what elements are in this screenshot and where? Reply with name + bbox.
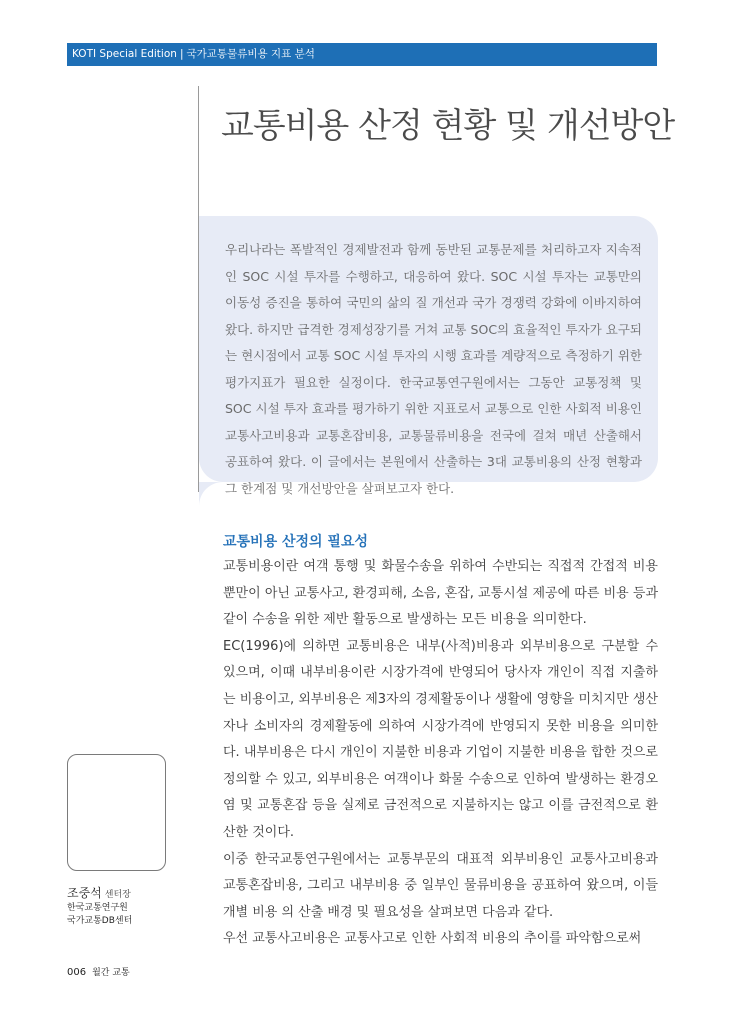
body-paragraph: 우선 교통사고비용은 교통사고로 인한 사회적 비용의 추이를 파악함으로써 xyxy=(223,931,642,947)
body-paragraph: 교통비용이란 여객 통행 및 화물수송을 위하여 수반되는 직접적 간접적 비용뿐만이 아닌 교통사고, 환경피해, 소음, 혼잡, 교통시설 제공에 따른 비용 등과 같이 수송을 위한 제반 활동으로 발생하는 모든 비용을 의미한다. xyxy=(223,559,658,628)
author-name-line xyxy=(67,884,131,901)
author-photo-frame xyxy=(67,754,166,871)
publication-name: 월간 교통 xyxy=(92,968,130,978)
section-header-band xyxy=(67,43,657,66)
author-org-line: 국가교통DB센터 xyxy=(67,916,133,926)
author-affiliation xyxy=(67,902,132,928)
article-body xyxy=(223,554,658,953)
author-org-line: 한국교통연구원 xyxy=(67,903,128,913)
author-name: 조중석 xyxy=(67,886,102,900)
body-paragraph: 이중 한국교통연구원에서는 교통부문의 대표적 외부비용인 교통사고비용과 교통혼잡비용, 그리고 내부비용 중 일부인 물류비용을 공표하여 왔으며, 이들 개별 비용 의 산출 배경 및 필요성을 살펴보면 다음과 같다. xyxy=(223,851,658,920)
header-separator: | xyxy=(179,48,184,60)
page-footer xyxy=(67,965,130,978)
page-number: 006 xyxy=(67,967,87,978)
abstract-text: 우리나라는 폭발적인 경제발전과 함께 동반된 교통문제를 처리하고자 지속적인 SOC 시설 투자를 수행하고, 대응하여 왔다. SOC 시설 투자는 교통만의 이동성 증진을 통하여 국민의 삶의 질 개선과 국가 경쟁력 강화에 이바지하여 왔다. 하지만 급격한 경제성장기를 거쳐 교통 SOC의 효율적인 투자가 요구되는 현시점에서 교통 SOC 시설 투자의 시행 효과를 계량적으로 측정하기 위한 평가지표가 필요한 실정이다. 한국교통연구원에서는 그동안 교통정책 및 SOC 시설 투자 효과를 평가하기 위한 지표로서 교통으로 인한 사회적 비용인 교통사고비용과 교통혼잡비용, 교통물류비용을 전국에 걸쳐 매년 산출해서 공표하여 왔다. 이 글에서는 본원에서 산출하는 3대 교통비용의 산정 현황과 그 한계점 및 개선방안을 살펴보고자 한다. xyxy=(225,242,642,496)
abstract-box-curve xyxy=(199,482,223,506)
article-title: 교통비용 산정 현황 및 개선방안 xyxy=(221,106,675,146)
section-heading: 교통비용 산정의 필요성 xyxy=(223,534,368,550)
series-label: KOTI Special Edition xyxy=(72,48,177,60)
author-role: 센터장 xyxy=(104,890,131,900)
section-label: 국가교통물류비용 지표 분석 xyxy=(186,48,315,60)
body-paragraph: EC(1996)에 의하면 교통비용은 내부(사적)비용과 외부비용으로 구분할 수 있으며, 이때 내부비용이란 시장가격에 반영되어 당사자 개인이 직접 지출하는 비용이고, 외부비용은 제3자의 경제활동이나 생활에 영향을 미치지만 생산자나 소비자의 경제활동에 의하여 시장가격에 반영되지 못한 비용을 의미한다. 내부비용은 다시 개인이 지불한 비용과 기업이 지불한 비용을 합한 것으로 정의할 수 있고, 외부비용은 여객이나 화물 수송으로 인하여 발생하는 환경오염 및 교통혼잡 등을 실제로 금전적으로 지불하지는 않고 이를 금전적으로 환산한 것이다. xyxy=(223,638,658,840)
